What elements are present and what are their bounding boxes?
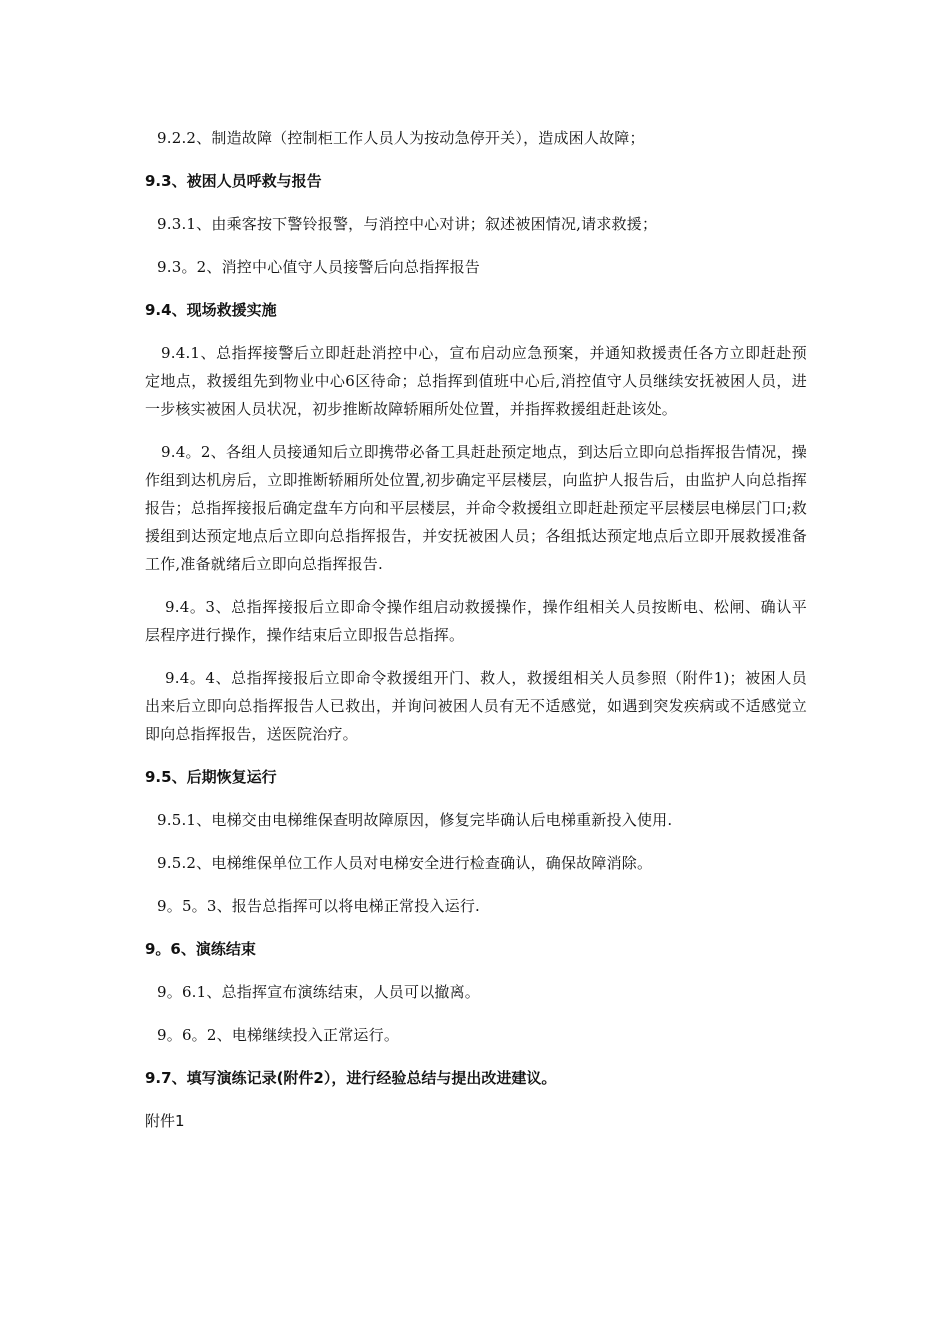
paragraph-9-3-1: 9.3.1、由乘客按下警铃报警，与消控中心对讲；叙述被困情况,请求救援； (157, 215, 658, 233)
paragraph-9-6-1: 9。6.1、总指挥宣布演练结束，人员可以撤离。 (157, 983, 481, 1001)
heading-9-4: 9.4、现场救援实施 (145, 301, 277, 319)
paragraph-9-5-2: 9.5.2、电梯维保单位工作人员对电梯安全进行检查确认，确保故障消除。 (157, 854, 653, 872)
paragraph-9-4-4: 9.4。4、总指挥接报后立即命令救援组开门、救人，救援组相关人员参照（附件1)；被困人员出来后立即向总指挥报告人已救出，并询问被困人员有无不适感觉，如遇到突发疾病或不适感觉立即向总指挥报告，送医院治疗。 (145, 669, 807, 743)
heading-9-7: 9.7、填写演练记录(附件2），进行经验总结与提出改进建议。 (145, 1069, 557, 1087)
paragraph-9-5-1: 9.5.1、电梯交由电梯维保查明故障原因，修复完毕确认后电梯重新投入使用. (157, 811, 673, 829)
paragraph-9-3-2: 9.3。2、消控中心值守人员接警后向总指挥报告 (157, 258, 481, 276)
paragraph-9-4-2: 9.4。2、各组人员接通知后立即携带必备工具赶赴预定地点，到达后立即向总指挥报告情况，操作组到达机房后，立即推断轿厢所处位置,初步确定平层楼层，向监护人报告后，由监护人向总指挥报告；总指挥接报后确定盘车方向和平层楼层，并命令救援组立即赶赴预定平层楼层电梯层门口;救援组到达预定地点后立即向总指挥报告，并安抚被困人员；各组抵达预定地点后立即开展救援准备工作,准备就绪后立即向总指挥报告. (145, 443, 807, 573)
paragraph-9-4-1: 9.4.1、总指挥接警后立即赶赴消控中心，宣布启动应急预案，并通知救援责任各方立即赶赴预定地点，救援组先到物业中心6区待命；总指挥到值班中心后,消控值守人员继续安抚被困人员，进一步核实被困人员状况，初步推断故障轿厢所处位置，并指挥救援组赶赴该处。 (145, 344, 807, 418)
heading-9-6: 9。6、演练结束 (145, 940, 256, 958)
document-body (145, 124, 807, 1135)
heading-9-3: 9.3、被困人员呼救与报告 (145, 172, 322, 190)
appendix-label: 附件1 (145, 1112, 185, 1130)
paragraph-9-6-2: 9。6。2、电梯继续投入正常运行。 (157, 1026, 400, 1044)
paragraph-9-4-3: 9.4。3、总指挥接报后立即命令操作组启动救援操作，操作组相关人员按断电、松闸、确认平层程序进行操作，操作结束后立即报告总指挥。 (145, 598, 807, 644)
paragraph-9-5-3: 9。5。3、报告总指挥可以将电梯正常投入运行. (157, 897, 481, 915)
paragraph-9-2-2: 9.2.2、制造故障（控制柜工作人员人为按动急停开关），造成困人故障； (157, 129, 645, 147)
heading-9-5: 9.5、后期恢复运行 (145, 768, 277, 786)
